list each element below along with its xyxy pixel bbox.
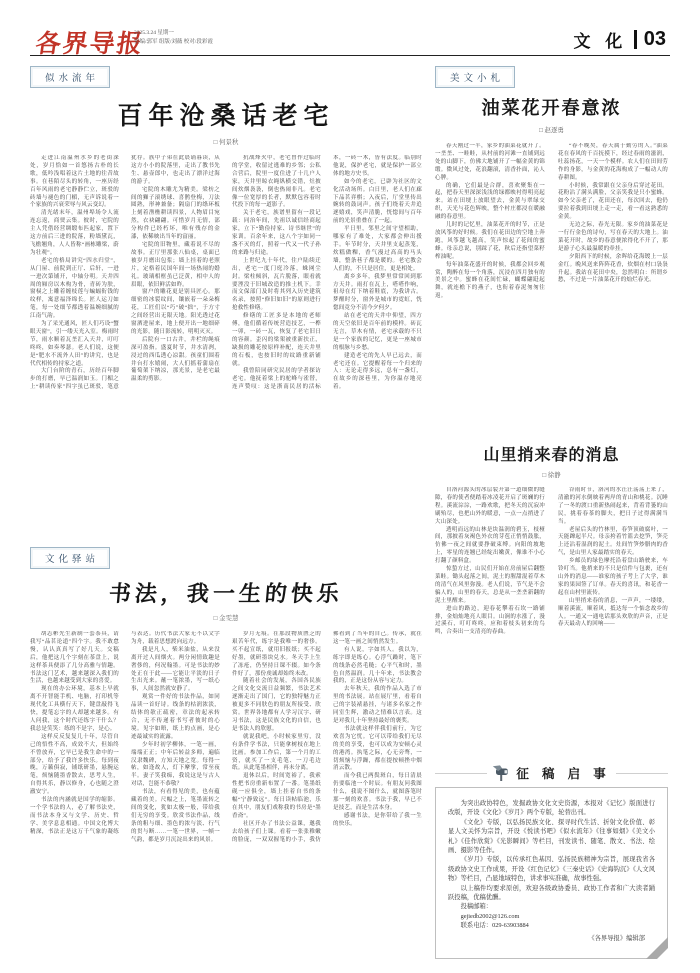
paragraph: 谷雨时节，洛河的水汪汪荡荡上来了，清澈的河水倒映着两岸的青山和桃花。沉睡了一冬的渡口重新热闹起来，背着背篓的山民，挑着春茶的脚夫，把日子过得满满当当。 <box>558 487 668 525</box>
column-tag: 似水流年 <box>30 66 110 88</box>
left-column-block <box>30 66 422 959</box>
article-title: 山里捎来春的消息 <box>483 447 620 464</box>
paragraph: 自洛河源头的冰层裂开第一道细微的缝隙，春的使者便踏着冰凌花开启了斑斓的行程。溪流淙淙，一路欢歌，把冬天的沉寂冲刷殆尽，也把山外的暖意，一点一点捎进了大山深处。 <box>435 487 545 525</box>
paragraph: 随着社会的发展，各国各民族之间文化交流日益频繁，书法艺术逐渐走出了国门，它的独特魅力正被更多不同肤色的朋友所接受、欣赏。世界各地都有人学习汉字、研习书法，这是民族文化的自信，也是书法人的欣慰。 <box>232 678 321 732</box>
page-number: 03 <box>643 28 666 50</box>
paragraph: 书法就这样伴我们前行，为它欢喜为它忧。它可以带给我们无尽的美的享受，也可以成为安顿心灵的港湾。执笔之际，心无旁骛，一切烦恼与浮躁，都在提按顿挫中烟消云散。 <box>333 725 422 772</box>
masthead-rule <box>30 55 670 56</box>
decorative-rule <box>616 773 668 774</box>
paragraph: 离乡多年，我梦里常常回到那方天井。雨打在瓦上，嗒嗒作响，祖母在灯下纳着鞋底，为我讲古。梦醒时分，窗外是城市的霓虹，恍惚间竟分不清今夕何夕。 <box>333 273 422 312</box>
paragraph: 去年秋天，我的作品入选了市里的书法展。站在展厅里，看着自己的字装裱悬挂，与诸多名家之作同室生辉，激动之情难以言表。这是对我几十年坚持最好的褒奖。 <box>333 686 422 724</box>
paragraph: 的确，它们最是合群，喜欢聚集在一起，把春天里深深浅浅的绿都映衬得明亮起来。站在田埂上放眼望去，金黄与翠绿交织，天光与花色辉映，整个村庄都浸在暖融融的春意里。 <box>435 182 545 221</box>
paragraph: 清光绪末年，温州埠场令人流连忘返，商贾云集。彼时，宅院的主人凭借经营绸缎布匹起家，置下这方前后三进的院落，粉墙黛瓦，飞檐翘角，人人皆称“画栋雕梁，蔚为壮观”。 <box>30 210 119 256</box>
paragraph: 宅院的木雕尤为精美。梁枋之间的狮子滚绣球、喜鹊登梅，刀法圆熟，形神兼备；隔扇门的绦环板上刻着渔樵耕读四景，人物眉目宛然，衣袂翩翩。可惜岁月无情，部分构件已经朽坏，唯有残存的金漆，依稀映出当年的富丽。 <box>131 186 220 241</box>
article-calligraphy <box>30 547 422 959</box>
paragraph: 小时候，我常跟在父亲身后穿过花田。花粉沾了满头满脸，父亲笑我是只小蜜蜂。如今父亲老了，花田还在，每次回去，他仍要拉着我到田埂上走一走，看一看这熟悉的金黄。 <box>558 182 668 221</box>
notice-signature: 《各界导报》编辑部 <box>588 934 645 942</box>
paragraph: 抗战烽火中，老宅曾作过临时的学堂，收留过逃难的乡邻；公私合营后，院里一度住进了十几户人家，天井里晾衣绳纵横交错，灶披间炊烟袅袅，倒也热闹非凡。老宅像一位宽厚的长者，默默包容着时代投下的每一道影子。 <box>232 155 321 209</box>
paragraph: 乡邮员的绿色摩托沿着盘山路驶来，车铃叮当。他捎来的不只是信件与包裹，还有山外的消息——谁家的孩子考上了大学，谁家的果园签了订单。春天的喜讯，和花香一起在山村里流传。 <box>558 558 668 596</box>
paragraph: 儿时的记忆里，油菜花开的时节，正是放风筝的好时候。我们在花田边的空地上奔跑，风筝越飞越高，笑声惊起了花间的蜜蜂。母亲总说，别踩了花，秋后还指望菜籽榨油呢。 <box>435 222 545 260</box>
paragraph: 《文化》专版，以弘扬民族文化、探寻时代生活、折射文化价值、彰显人文关怀为宗旨，开设《悦读书吧》《似水流年》《往事如烟》《美文小札》《佳作欣赏》《光影瞬间》等栏目，刊发读书、随笔、散文、书法、绘画、摄影等佳作。 <box>448 818 655 855</box>
article-body <box>30 631 422 959</box>
article-title: 百年沧桑话老宅 <box>117 103 335 130</box>
paragraph: 书法的内涵就是国学的缩影。一个学书法的人，必了解书法史，而书法本身又与文学、历史、哲学、美学息息相通。中国文化博大精深，书法正是这万千气象的凝练与表达。历代书法大家无不以文字为舟，载着思想渡向远方。 <box>30 631 220 835</box>
paragraph: 这样反反复复几十年，尽管自己的悟性不高，成效不大，但始终不曾放弃，它早已是我生命中的一部分，给予了我许多快乐。每到夜晚，万籁俱寂，铺纸研墨，悬腕运笔，烦恼随墨香散去，思考人生，自得其乐，静以修身，心也随之澄澈安宁。 <box>30 733 119 796</box>
paragraph: 无边之际，春光无限。家乡的油菜花是一行行金色的诗句，写在春天的大地上。油菜花开时，故乡的春意便浓得化不开了，那是游子心头最温暖的牵挂。 <box>558 222 668 252</box>
article-body <box>435 487 668 753</box>
paragraph: 我曾陪同研究民居的学者探访老宅。他抚着梁上的驼峰与雀替，连声赞叹：这是浙南民居的活标本，一砖一木，皆有法度。临别时他说，保护老宅，就是保护一部立体的地方史书。 <box>232 155 422 391</box>
paragraph: 进山的路边，迎春花攀着石坎一路铺排，金灿灿地亮人眼目。山涧的水涨了，漫过溪石，叮叮咚咚，应和着枝头初来的鸟鸣，合奏出一支清亮的春曲。 <box>435 605 545 636</box>
paragraph: 站在老宅的天井中仰望，四方的天空依旧是百年前的模样。砖瓦无言，草木有情，老宅承载的不只是一个家族的记忆，更是一座城市的根脉与乡愁。 <box>333 313 422 351</box>
paragraph: 平日里，邻里之间守望相助，哪家有了难处，大家都会伸出援手。年节时分，天井里支起蒸笼，炊糕做粿，香气漫过高高的马头墙，整条巷子都是暖的。老宅教会人们的，不只是居住，更是相处。 <box>333 226 422 272</box>
column-tag: 文化驿站 <box>30 547 110 569</box>
paragraph: 关于老宅，族谱里留有一段记载：同治年间，先祖以诚信经商起家，立下“勤俭持家、诗书继世”的家训。百余年来，这八个字如同一盏不灭的灯，照着一代又一代子孙的来路与归途。 <box>232 210 321 256</box>
staff-credits: 责编/郭军 组版/刘薇 校对/段彩霞 <box>134 39 213 45</box>
paragraph: 每年油菜花盛开的时候，我都会回乡观赏，陶醉在每一个角落，沉浸在四月独有的美景之中。蜜蜂在花间忙碌，蝴蝶翩跹起舞，就连檐下的燕子，也衔着春泥匆匆往返。 <box>435 261 545 300</box>
masthead-meta <box>134 29 213 47</box>
paragraph: 老屋后头的竹林里，春笋顶破腐叶，一天能蹿起半尺。母亲挎着竹篮去挖笋，笋壳上还沾着湿润的泥土。灶间竹笋炒腊肉的香气，是山里人家最踏实的春天。 <box>558 526 668 557</box>
notice-box <box>435 787 668 959</box>
notice-body <box>448 799 655 902</box>
article-byline: □ 何景秋 <box>213 139 239 146</box>
paragraph: 透明而远的山林是块温润的碧玉，枝桠间，那披着灰褐色外衣的芽苞正悄悄鼓胀，仿佛一夜之间就要挣破束缚。向阳的坡地上，零星的连翘已经绽出嫩黄，像谁不小心打翻了颜料盒。 <box>435 526 545 565</box>
paragraph: 宅院的旧物里，藏着说不尽的故事。正厅里那张八仙桌，桌面已被岁月磨出包浆；墙上挂着的老照片，定格着民国年间一场热闹的婚礼。玻璃相框虽已泛黄，相中人的眉眼，依旧鲜活如昨。 <box>131 241 220 288</box>
column-tag: 美文小札 <box>435 66 515 88</box>
paragraph: 退休以后，时间宽裕了，我索性把书房重新布置了一番。笔墨纸砚一应俱全，墙上挂着自书的条幅“宁静致远”。每日读帖临池，乐在其中，朋友们戏称我的书房是“墨香斋”。 <box>232 773 321 819</box>
right-column-block <box>435 66 668 959</box>
paragraph: 就说我吧，小时候家里穷，没有条件学书法，只能拿树枝在地上比画。参加工作后，第一个月的工资，就买了一支毛笔、一刀毛边纸。从此笔墨相伴，再未分离。 <box>232 733 321 772</box>
paragraph: 我是凡人，柴米油盐，从来没离开过人间烟火。两分闲情致趣是奢侈的，何况翰墨。可是书法的妙处正在于此——它能让平淡的日子生出光来。蘸一笔浓墨，写一纸心事，人间忽然就安静了。 <box>131 646 220 693</box>
paragraph: 观赏一件好的书法作品，如同品读一首好诗。线条的枯润浓淡，结体的欹正疏密，章法的起承转合，无不传递着书写者彼时的心境。见字如晤，纸上的点画，是心迹最诚实的流露。 <box>131 694 220 740</box>
issue-date: 2025.3.24 星期一 <box>134 30 174 36</box>
paragraph: 胡志彬先生新制一套茶具，请我写“品茗论道”四个字。我不敢怠慢，认认真真写了好几天。交稿后，他把这几个字刻在茶盘上，说这样茶具便添了几分高雅与情趣。书法这门艺术，越来越深入我们的生活，也越来越受到大家的喜爱。 <box>30 631 119 685</box>
article-byline: □ 金雯慧 <box>213 615 239 622</box>
paragraph: 有人说，字如其人。我以为，练字即是练心。心浮气躁时，笔下的线条必然毛糙；心平气和时，墨色自然温润。几十年来，书法教会我的，正是这份从容与定力。 <box>333 646 422 685</box>
notice-header <box>435 764 668 782</box>
paragraph: “春不晚矣，春天属于勤劳的人。”油菜花在春风的千百抚摸下，经过春雨的滋润，吐蕊扬花，一天一个模样。农人们在田间劳作的身影，与金黄的花海构成了一幅动人的春耕图。 <box>558 143 668 181</box>
paragraph: 现在的办公环境，基本上早就离不开智能手机、电脑，打印机等现代化工具横行天下，键盘敲得飞快，提笔忘字的人却越来越多。有人问我，这个时代还练字干什么？我总是笑笑：练的不是字，是心。 <box>30 686 119 732</box>
paragraph: 老宅的格局讲究“四水归堂”，从门屋、前院到正厅、后轩，一进一进次第铺开，中轴分明。天井四周的厢房以木构为骨，青砖为肤，窗棂之上雕着缠枝莲与蝙蝠衔钱的纹样，寓意福泽绵长。匠人运刀如笔，每一处细节都透着温婉细腻的江南气韵。 <box>30 257 119 320</box>
notice-title: 征 稿 启 事 <box>516 767 611 781</box>
section-name: 文 化 <box>573 32 628 51</box>
section-divider <box>634 30 637 49</box>
article-spring-news <box>435 442 668 753</box>
mailbox-icon <box>492 765 511 782</box>
paragraph: 上世纪九十年代，住户陆续迁出，老宅一度门庭冷落，蛛网尘封。梁柱倾斜，瓦片脱落，眼看就要湮没于旧城改造的推土机下。幸而文保部门及时将其列入历史建筑名录，按照“修旧如旧”的原则进行抢救性修缮。 <box>232 257 321 312</box>
section-head <box>574 27 666 52</box>
paragraph: 夕阳西下的时候，余晖给花海镀上一层金红。晚风送来阵阵花香，炊烟在村口袅袅升起。我站在花田中央，忽然明白：所谓乡愁，不过是一片油菜花开的灿烂春光。 <box>558 253 668 284</box>
paragraph: 修缮的工匠多是本地的老师傅，他们循着传统营造技艺，一榫一卯，一砖一瓦，恢复了老宅旧日的容颜。歪闪的梁架被重新扶正，缺损的雕花按原样补配，连天井里的石板，也按旧时的纹路重新铺就。 <box>232 313 321 367</box>
article-body <box>30 155 422 535</box>
paragraph: 而今我已两鬓斑白，每日清晨仍要临池一个时辰。有朋友问我图什么，我说不图什么，就图落笔时那一刻的欢喜。书法于我，早已不是技艺，而是生活本身。 <box>333 773 422 811</box>
paragraph: 感谢书法，是你带给了我一生的快乐。 <box>333 812 422 827</box>
article-byline: □ 徐静 <box>542 472 561 479</box>
paragraph: 书法，有看得见的美，也有蕴藏着的美。尺幅之上，笔墨流转之间的变化，犹如太极一般，带给我们无穷的享受。欣赏书法作品，线条的粗与细、墨色的浓与淡、行气的贯与断……一笔一世界，一帧一气韵，都是岁月沉淀出来的风景。 <box>131 789 220 843</box>
paragraph: 窗户的雕花更是别具匠心。那细密的冰裂纹间，镶嵌着一朵朵梅花，工匠们以“巧”破“拙”，于方寸之间经营出无限天地。阳光透过花窗洒进屋来，地上便开出一地细碎的光影，随日影流转，明明灭灭。 <box>131 289 220 335</box>
paragraph: 山里捎来春的消息，一声声，一缕缕，顺着溪流，顺着风，抵达每一个惦念故乡的人。一通又一通电话那头欢欣的声音，正是春天最动人的回响—— <box>558 597 668 628</box>
paragraph: 《岁月》专版，以传承红色基因、弘扬民族精神为宗旨，展现我省各级政协文史工作成果，开设《红色记忆》《三秦史话》《史海钩沉》《人文风物》等栏目，凸显地域特色，讲求事实准确，故事性强。 <box>448 856 655 883</box>
decorative-rule <box>435 773 487 774</box>
article-rapeseed <box>435 66 668 429</box>
email-label: 投稿邮箱： <box>460 903 493 911</box>
paragraph: 少年时初学柳体，一笔一画，端端正正；中年后转益多师，遍临汉隶魏碑，方知天地之宽。每得一帖，如逢故人，灯下摩挲，常至夜半。妻子笑我痴，我说这是与古人对话，岂能不恭敬？ <box>131 741 220 788</box>
paragraph: 为突出政协特色，发掘政协文化文史资源，本报对《记忆》版面进行改版，开设《文化》《岁月》两个专版，轮替出刊。 <box>448 800 655 817</box>
paragraph: 惊蛰方过，山民们开始在房前屋后翻整菜畦。锄头起落之间，泥土的腥甜混着草木的清气在风里弥漫。老人们说，节气是不会骗人的，山里的春天，总是从一垄垄新翻的泥土里醒来。 <box>435 566 545 604</box>
article-byline: □ 赵逐勇 <box>538 127 565 134</box>
article-title: 油菜花开春意浓 <box>481 98 622 118</box>
article-old-house <box>30 66 422 535</box>
paragraph: 春天刚过一半，家乡的油菜花就开了。一垄垄、一畦畦，从村前的河滩一直铺到远处的山脚下，仿佛大地铺开了一幅金黄的锦缎。微风过处，花浪翻滚，清香扑面，沁人心脾。 <box>435 143 545 181</box>
newspaper-logo: 各界导报 <box>33 31 146 58</box>
phone-number: 联系电话：029-63903884 <box>460 922 529 930</box>
paragraph: 如今的老宅，已辟为社区的文化活动场所。白日里，老人们在廊下品茗弈棋；入夜后，厅堂里传出婉转的鼓词声。孩子们绕着天井追逐嬉戏，笑声清脆，恍惚间与百年前的光景重叠在了一起。 <box>333 178 422 225</box>
paragraph: 岁月无痕。在那段物质匮乏的艰苦年代，练字是我唯一的奢侈。买不起宣纸，就用旧报纸；买不起好墨，就研墨块兑水。冬天手上生了冻疮，仍坚持日课不辍。如今条件好了，那份虔诚却始终未改。 <box>232 631 321 677</box>
paragraph: 走进江南温州水乡的老街深处，岁月恰如一首悠扬古朴的长歌，低吟浅唱着这片土地的往昔故事。在巷陌尽头的转角，一座历经百年风雨的老宅静静伫立，斑驳的砖墙与褪色的门楣，无声诉说着一个家族的兴衰荣辱与风云变幻。 <box>30 155 119 209</box>
paragraph: 以上稿件均要求原创，欢迎各级政协委员、政协工作者和广大读者踊跃投稿，优稿优酬。 <box>448 884 655 902</box>
email-address: gejiedb2002@126.com <box>460 912 520 920</box>
page-fold-highlight <box>657 948 668 959</box>
paragraph: 社区开办了书法公益课，邀我去给孩子们上课。看着一张张稚嫩的脸庞，一双双握笔的小手，我仿佛看到了当年的自己。传承，就在这一笔一画之间悄然发生。 <box>232 631 422 843</box>
call-for-papers <box>435 764 668 959</box>
paragraph: 后院有一口古井，井栏的绳痕深可盈指。盛夏时节，井水清冽，浸过的西瓜透心凉甜。孩童们围着井台打水嬉闹，大人们摇着蒲扇在葡萄架下纳凉，那光景，是老宅最温柔的剪影。 <box>131 336 220 383</box>
paragraph: 大门台阶的青石，历经百年脚步的打磨，早已温润如玉。门楣之上“耕读传家”四字虽已斑驳，笔意犹存。族中子弟在此晨诵暮读，从这方小小的院落里，走出了教书先生、悬壶郎中，也走出了漂洋过海的游子。 <box>30 155 220 391</box>
paragraph: 为了采光通风，匠人们巧设“蟹眼天窗”，引一缕天光入室。梅雨时节，雨水顺着瓦垄汇入天井，叮叮咚咚，如奏琴瑟。老人们说，这便是“肥水不流外人田”的讲究，也是代代相传的持家之道。 <box>30 321 119 367</box>
article-body <box>435 143 668 429</box>
article-title: 书法，我一生的快乐 <box>107 581 345 606</box>
paragraph: 建造老宅的先人早已远去，而老宅还在。它提醒着每一个归来的人：无论走得多远，总有一盏灯，在故乡的深巷里，为你温存地亮着。 <box>333 352 422 391</box>
